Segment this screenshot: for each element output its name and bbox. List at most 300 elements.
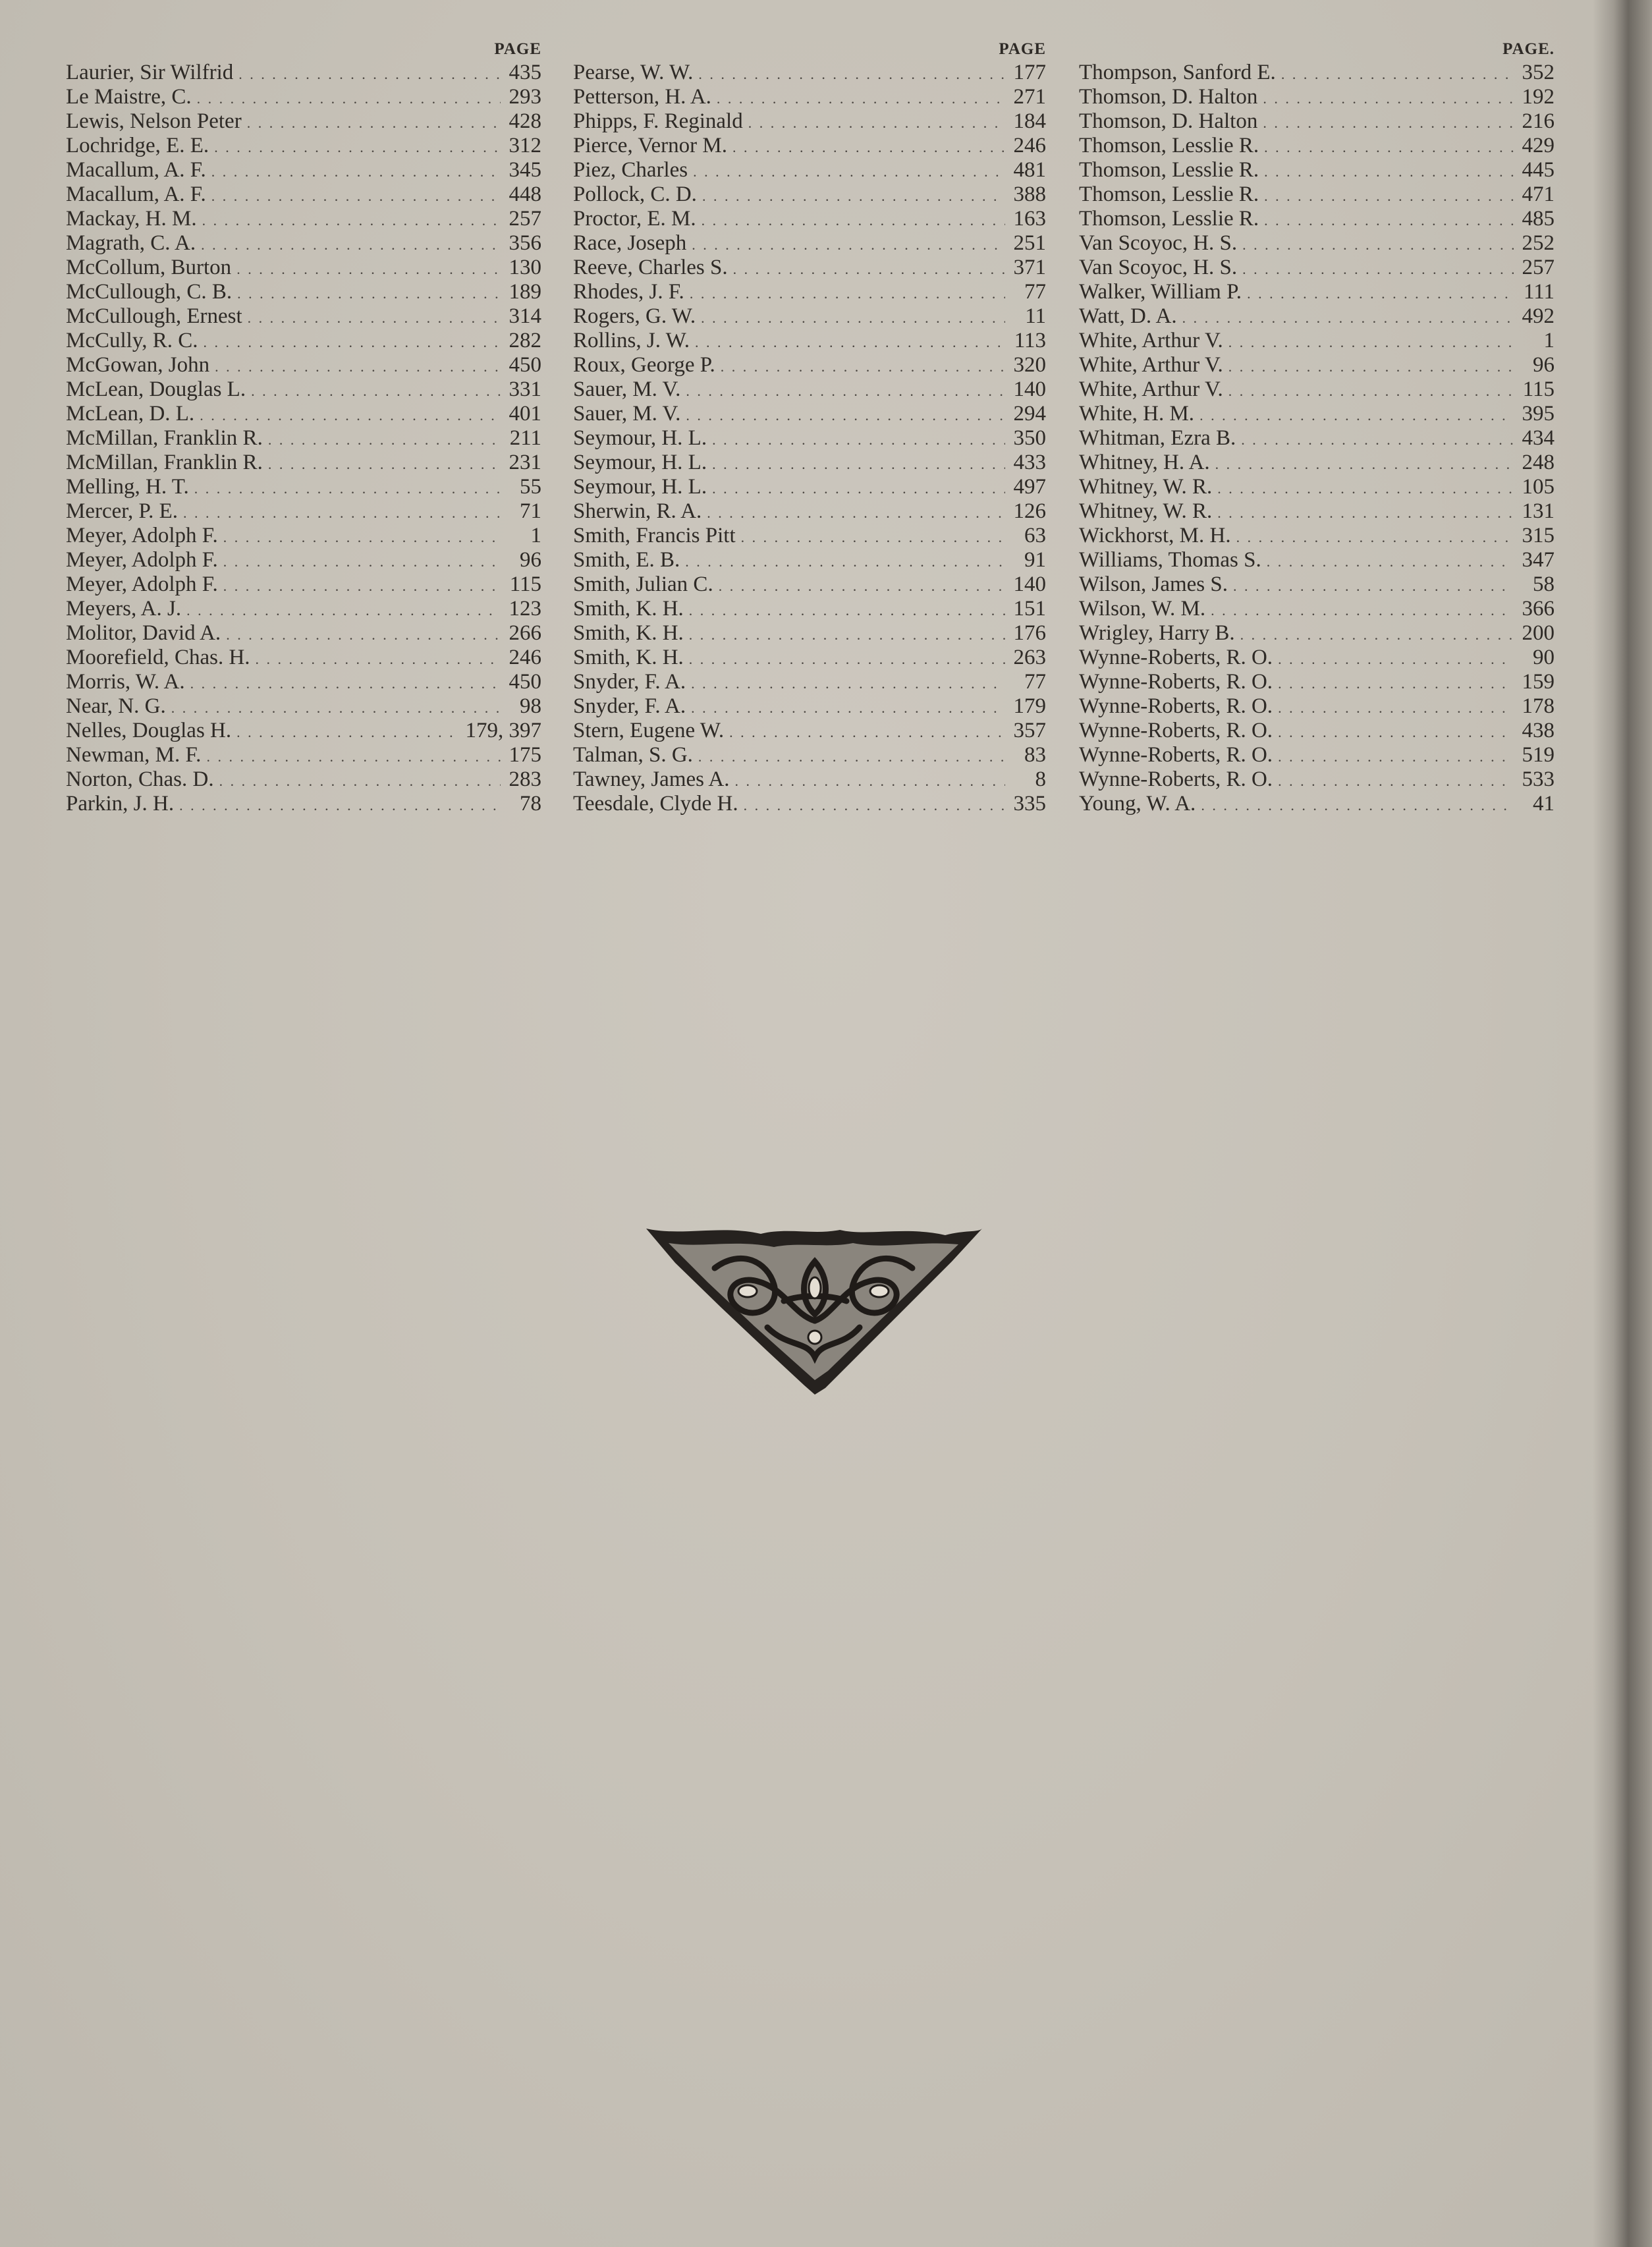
index-entry	[1079, 694, 1555, 719]
entry-page-number: 115	[1522, 377, 1555, 401]
dot-leader	[689, 598, 1005, 623]
page-column-header: PAGE.	[1502, 40, 1555, 58]
entry-name: Nelles, Douglas H.	[66, 719, 232, 742]
index-entry	[66, 61, 541, 85]
entry-name: Wynne-Roberts, R. O.	[1079, 719, 1273, 742]
dot-leader	[693, 159, 1005, 184]
dot-leader	[1278, 696, 1514, 720]
entry-page-number: 497	[1013, 475, 1046, 499]
entry-name: Thomson, D. Halton	[1079, 109, 1258, 133]
index-entry	[1079, 792, 1555, 816]
entry-name: Stern, Eugene W.	[573, 719, 725, 742]
entry-name: Smith, Julian C.	[573, 572, 713, 596]
entry-page-number: 450	[509, 670, 541, 694]
dot-leader	[1264, 184, 1514, 208]
entry-name: Roux, George P.	[573, 353, 715, 377]
entry-page-number: 163	[1013, 207, 1046, 231]
dot-leader	[721, 354, 1005, 379]
entry-name: Reeve, Charles S.	[573, 256, 728, 279]
entry-name: Pierce, Vernor M.	[573, 134, 727, 157]
index-entry	[573, 85, 1046, 109]
entry-page-number: 83	[1024, 743, 1046, 767]
dot-leader	[256, 647, 501, 671]
dot-leader	[223, 574, 501, 598]
index-entry	[1079, 670, 1555, 694]
entry-name: Mackay, H. M.	[66, 207, 197, 231]
index-entry	[573, 329, 1046, 353]
index-entry	[66, 719, 541, 743]
entry-page-number: 283	[509, 767, 541, 791]
entry-name: Thomson, Lesslie R.	[1079, 158, 1259, 182]
entry-page-number: 429	[1522, 134, 1555, 157]
index-entries	[66, 61, 541, 816]
entry-name: Morris, W. A.	[66, 670, 185, 694]
index-entry	[66, 280, 541, 304]
dot-leader	[698, 744, 1005, 769]
dot-leader	[701, 306, 1005, 330]
index-entry	[66, 377, 541, 402]
dot-leader	[1281, 62, 1514, 86]
entry-page-number: 175	[509, 743, 541, 767]
dot-leader	[251, 379, 501, 403]
index-entries	[1079, 61, 1555, 816]
entry-page-number: 347	[1522, 548, 1555, 572]
dot-leader	[689, 623, 1005, 647]
entry-name: Molitor, David A.	[66, 621, 221, 645]
entry-page-number: 533	[1522, 767, 1555, 791]
dot-leader	[1228, 354, 1514, 379]
index-entry	[573, 158, 1046, 182]
entry-name: Macallum, A. F.	[66, 182, 206, 206]
index-entry	[573, 451, 1046, 475]
entry-name: Whitney, W. R.	[1079, 475, 1213, 499]
entry-name: Van Scoyoc, H. S.	[1079, 256, 1238, 279]
entry-name: Sauer, M. V.	[573, 402, 681, 426]
dot-leader	[197, 86, 501, 111]
dot-leader	[1267, 549, 1514, 574]
dot-leader	[1217, 476, 1514, 501]
entry-page-number: 178	[1522, 694, 1555, 718]
entry-name: Whitney, H. A.	[1079, 451, 1210, 474]
entry-page-number: 257	[1522, 256, 1555, 279]
entry-page-number: 1	[530, 524, 541, 547]
entry-name: Meyer, Adolph F.	[66, 524, 218, 547]
dot-leader	[712, 428, 1005, 452]
entry-name: Lewis, Nelson Peter	[66, 109, 242, 133]
entry-page-number: 312	[509, 134, 541, 157]
entry-page-number: 335	[1013, 792, 1046, 816]
dot-leader	[712, 476, 1005, 501]
index-entry	[66, 158, 541, 182]
dot-leader	[707, 501, 1005, 525]
index-entry	[573, 548, 1046, 572]
index-entry	[66, 621, 541, 646]
entry-name: Thompson, Sanford E.	[1079, 61, 1276, 84]
index-entry	[1079, 743, 1555, 767]
index-column-1	[66, 38, 541, 816]
index-entry	[1079, 499, 1555, 524]
dot-leader	[1264, 135, 1514, 159]
entry-page-number: 356	[509, 231, 541, 255]
entry-page-number: 371	[1013, 256, 1046, 279]
dot-leader	[237, 281, 501, 306]
dot-leader	[686, 403, 1005, 428]
entry-page-number: 200	[1522, 621, 1555, 645]
entry-name: Wynne-Roberts, R. O.	[1079, 670, 1273, 694]
dot-leader	[686, 379, 1005, 403]
dot-leader	[1242, 257, 1514, 281]
dot-leader	[744, 793, 1005, 818]
entry-name: Le Maistre, C.	[66, 85, 192, 109]
index-entry	[573, 670, 1046, 694]
entry-page-number: 231	[509, 451, 541, 474]
index-entry	[66, 670, 541, 694]
index-entry	[573, 256, 1046, 280]
dot-leader	[748, 111, 1005, 135]
entry-name: McCullough, Ernest	[66, 304, 242, 328]
dot-leader	[1278, 671, 1514, 696]
dot-leader	[702, 184, 1005, 208]
index-entry	[573, 767, 1046, 792]
entry-page-number: 433	[1013, 451, 1046, 474]
entry-name: Lochridge, E. E.	[66, 134, 209, 157]
entry-name: Macallum, A. F.	[66, 158, 206, 182]
entry-page-number: 434	[1522, 426, 1555, 450]
index-entry	[573, 182, 1046, 207]
index-entry	[66, 182, 541, 207]
entry-page-number: 77	[1024, 280, 1046, 304]
page-column-header: PAGE	[494, 40, 541, 58]
index-entry	[1079, 134, 1555, 158]
entry-name: Talman, S. G.	[573, 743, 693, 767]
entry-page-number: 252	[1522, 231, 1555, 255]
entry-name: Seymour, H. L.	[573, 426, 707, 450]
dot-leader	[1240, 623, 1514, 647]
dot-leader	[1215, 452, 1514, 476]
index-entry	[66, 499, 541, 524]
entry-name: Race, Joseph	[573, 231, 687, 255]
index-entry	[66, 109, 541, 134]
entry-name: Tawney, James A.	[573, 767, 730, 791]
entry-name: Moorefield, Chas. H.	[66, 646, 250, 669]
entry-page-number: 320	[1013, 353, 1046, 377]
index-entry	[573, 743, 1046, 767]
dot-leader	[190, 671, 501, 696]
entry-page-number: 90	[1533, 646, 1555, 669]
entry-name: Van Scoyoc, H. S.	[1079, 231, 1238, 255]
index-entry	[573, 207, 1046, 231]
entry-name: Parkin, J. H.	[66, 792, 175, 816]
index-entry	[573, 377, 1046, 402]
dot-leader	[1233, 574, 1514, 598]
entry-name: McGowan, John	[66, 353, 210, 377]
dot-leader	[689, 647, 1005, 671]
entry-page-number: 115	[509, 572, 541, 596]
entry-name: Wilson, W. M.	[1079, 597, 1206, 621]
dot-leader	[690, 281, 1005, 306]
dot-leader	[215, 354, 501, 379]
index-entry	[66, 451, 541, 475]
entry-name: Meyer, Adolph F.	[66, 548, 218, 572]
entry-name: McLean, D. L.	[66, 402, 195, 426]
dot-leader	[732, 135, 1005, 159]
entry-page-number: 55	[520, 475, 541, 499]
dot-leader	[1228, 330, 1514, 354]
dot-leader	[1236, 525, 1514, 549]
index-entry	[66, 256, 541, 280]
entry-name: Whitney, W. R.	[1079, 499, 1213, 523]
entry-name: Magrath, C. A.	[66, 231, 196, 255]
entry-name: Wynne-Roberts, R. O.	[1079, 694, 1273, 718]
index-entry	[1079, 646, 1555, 670]
index-entry	[1079, 572, 1555, 597]
entry-page-number: 251	[1013, 231, 1046, 255]
entry-name: Wilson, James S.	[1079, 572, 1228, 596]
dot-leader	[1228, 379, 1514, 403]
entry-name: Melling, H. T.	[66, 475, 189, 499]
dot-leader	[171, 696, 501, 720]
dot-leader	[733, 257, 1005, 281]
entry-page-number: 58	[1533, 572, 1555, 596]
entry-name: Seymour, H. L.	[573, 451, 707, 474]
dot-leader	[236, 720, 458, 744]
index-entry	[1079, 353, 1555, 377]
entry-name: Whitman, Ezra B.	[1079, 426, 1236, 450]
entry-page-number: 77	[1024, 670, 1046, 694]
index-entry	[573, 109, 1046, 134]
index-entry	[1079, 109, 1555, 134]
entry-page-number: 71	[520, 499, 541, 523]
entry-name: McCully, R. C.	[66, 329, 198, 352]
entry-name: Williams, Thomas S.	[1079, 548, 1261, 572]
dot-leader	[238, 62, 501, 86]
index-entry	[1079, 304, 1555, 329]
entry-name: Wynne-Roberts, R. O.	[1079, 767, 1273, 791]
dot-leader	[1278, 744, 1514, 769]
index-entry	[1079, 85, 1555, 109]
dot-leader	[698, 62, 1005, 86]
entry-name: Sauer, M. V.	[573, 377, 681, 401]
index-entry	[66, 426, 541, 451]
entry-page-number: 41	[1533, 792, 1555, 816]
entry-name: McCullough, C. B.	[66, 280, 233, 304]
index-column-2	[573, 38, 1046, 816]
index-entry	[573, 719, 1046, 743]
index-entry	[1079, 426, 1555, 451]
entry-page-number: 140	[1013, 377, 1046, 401]
entry-page-number: 282	[509, 329, 541, 352]
dot-leader	[1201, 793, 1514, 818]
dot-leader	[206, 744, 501, 769]
dot-leader	[194, 476, 501, 501]
entry-name: Rogers, G. W.	[573, 304, 696, 328]
entry-name: White, Arthur V.	[1079, 329, 1223, 352]
entry-name: Smith, E. B.	[573, 548, 680, 572]
entry-page-number: 151	[1013, 597, 1046, 621]
index-entry	[66, 231, 541, 256]
entry-page-number: 246	[1013, 134, 1046, 157]
index-entry	[66, 304, 541, 329]
dot-leader	[702, 208, 1005, 233]
dot-leader	[691, 696, 1005, 720]
entry-page-number: 263	[1013, 646, 1046, 669]
index-entry	[573, 499, 1046, 524]
dot-leader	[1247, 281, 1514, 306]
dot-leader	[729, 720, 1005, 744]
entry-page-number: 428	[509, 109, 541, 133]
entry-name: Sherwin, R. A.	[573, 499, 702, 523]
dot-leader	[200, 403, 501, 428]
entry-page-number: 140	[1013, 572, 1046, 596]
entry-name: Thomson, D. Halton	[1079, 85, 1258, 109]
entry-name: Piez, Charles	[573, 158, 688, 182]
entry-page-number: 485	[1522, 207, 1555, 231]
dot-leader	[1264, 208, 1514, 233]
entry-page-number: 159	[1522, 670, 1555, 694]
entry-page-number: 63	[1024, 524, 1046, 547]
index-entry	[66, 475, 541, 499]
entry-name: Young, W. A.	[1079, 792, 1196, 816]
entry-name: Meyers, A. J.	[66, 597, 182, 621]
entry-name: Smith, Francis Pitt	[573, 524, 736, 547]
index-entry	[66, 402, 541, 426]
dot-leader	[717, 86, 1005, 111]
index-entry	[1079, 719, 1555, 743]
entry-page-number: 481	[1013, 158, 1046, 182]
entry-page-number: 91	[1024, 548, 1046, 572]
index-entry	[1079, 256, 1555, 280]
index-entry	[573, 621, 1046, 646]
entry-page-number: 179	[1013, 694, 1046, 718]
index-entry	[66, 646, 541, 670]
entry-name: Thomson, Lesslie R.	[1079, 134, 1259, 157]
entry-page-number: 211	[509, 426, 541, 450]
celtic-knot-ornament-icon	[642, 1222, 985, 1397]
dot-leader	[712, 452, 1005, 476]
entry-name: McMillan, Franklin R.	[66, 426, 263, 450]
entry-name: Smith, K. H.	[573, 597, 684, 621]
index-entry	[1079, 280, 1555, 304]
index-entry	[66, 524, 541, 548]
entry-page-number: 314	[509, 304, 541, 328]
index-entry	[1079, 402, 1555, 426]
entry-page-number: 246	[509, 646, 541, 669]
dot-leader	[268, 428, 501, 452]
entry-name: Snyder, F. A.	[573, 694, 686, 718]
index-entry	[1079, 182, 1555, 207]
entry-page-number: 96	[520, 548, 541, 572]
index-entry	[573, 134, 1046, 158]
entry-name: McMillan, Franklin R.	[66, 451, 263, 474]
entry-page-number: 266	[509, 621, 541, 645]
dot-leader	[1278, 769, 1514, 793]
dot-leader	[186, 598, 501, 623]
entry-name: Mercer, P. E.	[66, 499, 179, 523]
entry-page-number: 257	[509, 207, 541, 231]
entry-name: McCollum, Burton	[66, 256, 232, 279]
index-entry	[1079, 329, 1555, 353]
entry-page-number: 271	[1013, 85, 1046, 109]
index-entry	[66, 792, 541, 816]
dot-leader	[223, 525, 501, 549]
index-entry	[1079, 621, 1555, 646]
entry-name: Wynne-Roberts, R. O.	[1079, 646, 1273, 669]
dot-leader	[692, 233, 1005, 257]
dot-leader	[741, 525, 1005, 549]
entry-name: White, H. M.	[1079, 402, 1195, 426]
index-entry	[1079, 158, 1555, 182]
index-entry	[66, 743, 541, 767]
index-entry	[573, 402, 1046, 426]
index-entry	[1079, 231, 1555, 256]
entry-page-number: 435	[509, 61, 541, 84]
entry-page-number: 388	[1013, 182, 1046, 206]
entry-name: Petterson, H. A.	[573, 85, 711, 109]
entry-page-number: 111	[1523, 280, 1555, 304]
entry-name: Seymour, H. L.	[573, 475, 707, 499]
entry-name: Phipps, F. Reginald	[573, 109, 743, 133]
entry-name: Meyer, Adolph F.	[66, 572, 218, 596]
entry-name: Watt, D. A.	[1079, 304, 1177, 328]
entry-name: White, Arthur V.	[1079, 353, 1223, 377]
dot-leader	[211, 184, 501, 208]
entry-page-number: 113	[1014, 329, 1046, 352]
index-entry	[573, 61, 1046, 85]
entry-page-number: 519	[1522, 743, 1555, 767]
dot-leader	[248, 306, 501, 330]
entry-page-number: 11	[1025, 304, 1046, 328]
dot-leader	[1242, 233, 1514, 257]
entry-name: Pearse, W. W.	[573, 61, 694, 84]
dot-leader	[214, 135, 501, 159]
index-entry	[66, 329, 541, 353]
index-entry	[573, 231, 1046, 256]
dot-leader	[695, 330, 1005, 354]
entry-name: Walker, William P.	[1079, 280, 1242, 304]
dot-leader	[1241, 428, 1514, 452]
entry-page-number: 357	[1013, 719, 1046, 742]
entry-page-number: 345	[509, 158, 541, 182]
index-entry	[66, 572, 541, 597]
entry-page-number: 331	[509, 377, 541, 401]
dot-leader	[203, 330, 501, 354]
entry-name: Thomson, Lesslie R.	[1079, 207, 1259, 231]
index-entry	[1079, 475, 1555, 499]
entry-page-number: 1	[1543, 329, 1555, 352]
index-entry	[66, 353, 541, 377]
index-entry	[573, 426, 1046, 451]
index-entry	[1079, 597, 1555, 621]
entry-page-number: 131	[1522, 499, 1555, 523]
dot-leader	[226, 623, 501, 647]
entry-page-number: 96	[1533, 353, 1555, 377]
dot-leader	[1263, 86, 1514, 111]
dot-leader	[201, 233, 501, 257]
index-entry	[573, 304, 1046, 329]
index-entry	[1079, 451, 1555, 475]
dot-leader	[223, 549, 501, 574]
entry-name: Rhodes, J. F.	[573, 280, 684, 304]
entry-page-number: 248	[1522, 451, 1555, 474]
dot-leader	[179, 793, 501, 818]
entry-page-number: 179, 397	[465, 719, 541, 742]
dot-leader	[1217, 501, 1514, 525]
entry-page-number: 492	[1522, 304, 1555, 328]
index-entry	[573, 597, 1046, 621]
index-column-3	[1079, 38, 1555, 816]
index-entry	[573, 524, 1046, 548]
entry-name: Proctor, E. M.	[573, 207, 696, 231]
